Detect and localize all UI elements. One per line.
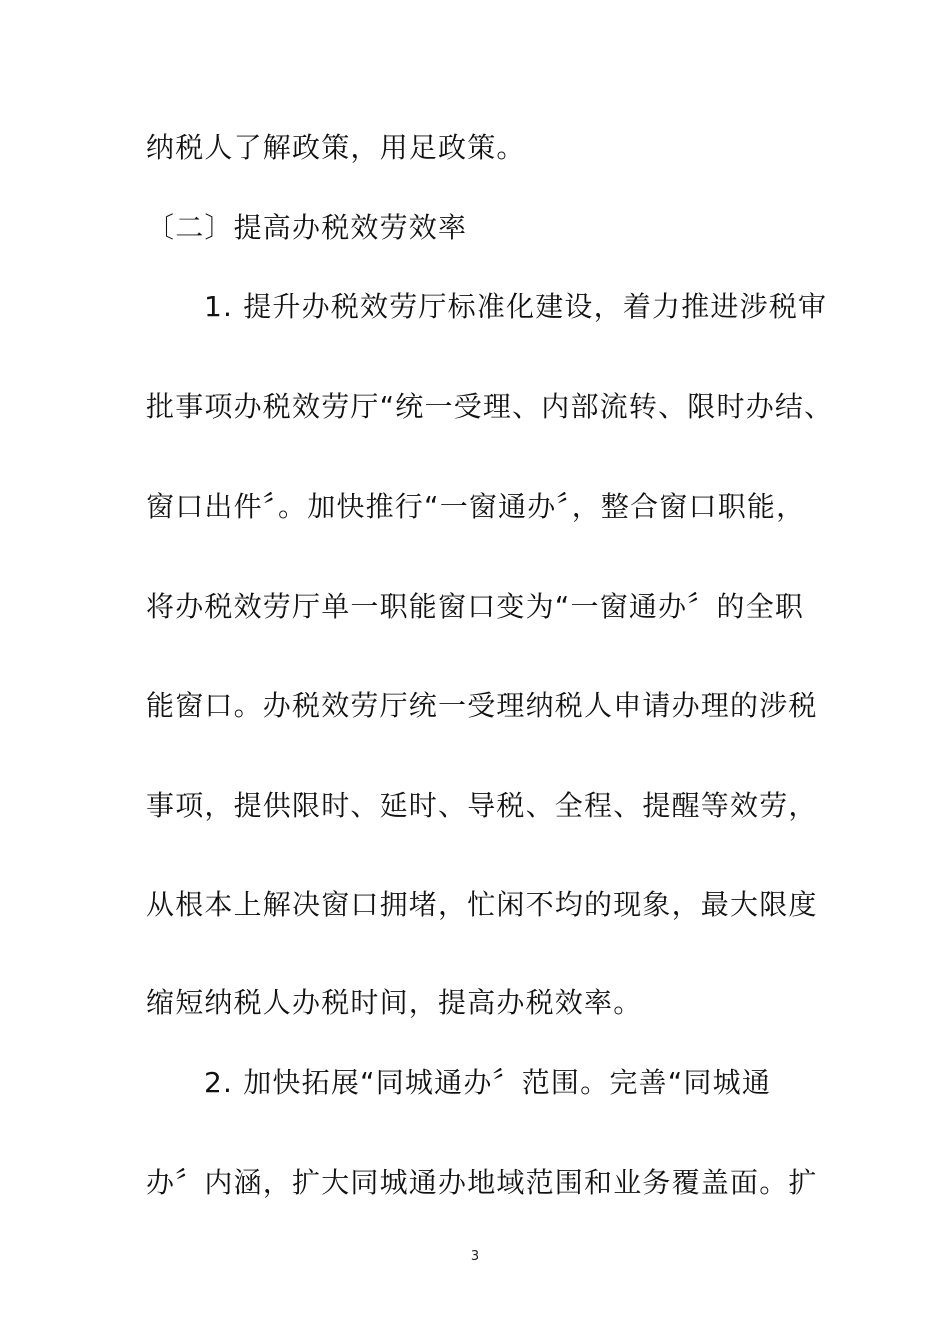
body-text-line: 缩短纳税人办税时间，提高办税效率。 xyxy=(146,986,643,1019)
body-text-line: 2. 加快拓展“同城通办〞范围。完善“同城通 xyxy=(204,1066,772,1099)
body-text-line: 能窗口。办税效劳厅统一受理纳税人申请办理的涉税 xyxy=(146,689,818,722)
body-text-line: 办〞内涵，扩大同城通办地域范围和业务覆盖面。扩 xyxy=(146,1166,818,1199)
page-number: 3 xyxy=(470,1249,480,1264)
body-text-line: 1. 提升办税效劳厅标准化建设，着力推进涉税审 xyxy=(204,290,828,323)
body-text-line: 将办税效劳厅单一职能窗口变为“一窗通办〞的全职 xyxy=(146,590,805,623)
body-text-line: 纳税人了解政策，用足政策。 xyxy=(146,131,526,164)
body-text-line: 从根本上解决窗口拥堵，忙闲不均的现象，最大限度 xyxy=(146,888,818,921)
body-text-line: 批事项办税效劳厅“统一受理、内部流转、限时办结、 xyxy=(146,390,834,423)
body-text-line: 窗口出件〞。加快推行“一窗通办〞，整合窗口职能， xyxy=(146,490,806,523)
section-heading: 〔二〕提高办税效劳效率 xyxy=(146,211,468,244)
body-text-line: 事项，提供限时、延时、导税、全程、提醒等效劳， xyxy=(146,789,818,822)
